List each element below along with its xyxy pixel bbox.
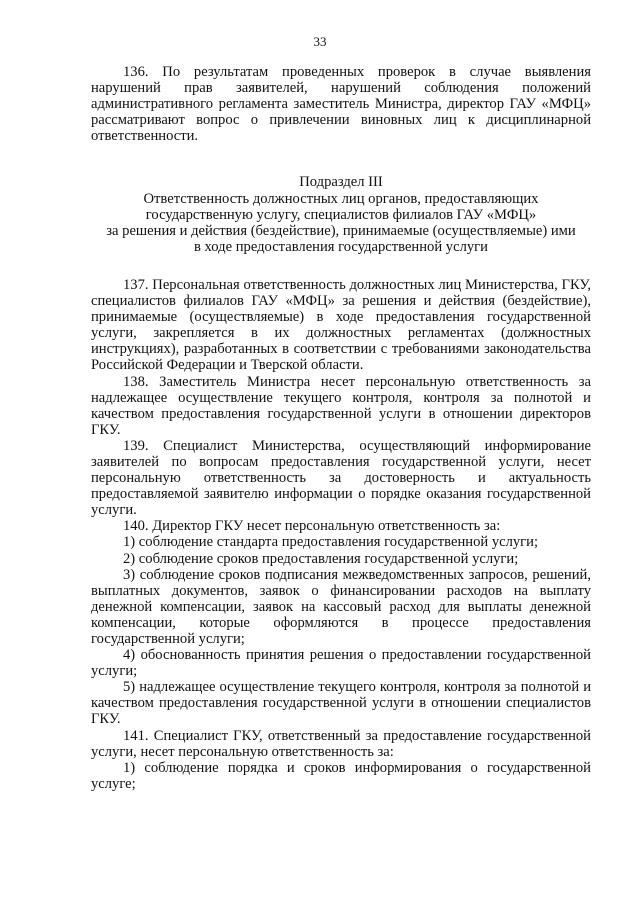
list-item-140-5: 5) надлежащее осуществление текущего контроля, контроля за полнотой и качеством предоставления государственной услуги в отношении специалистов ГКУ. [91,679,591,728]
list-item-141-1: 1) соблюдение порядка и сроков информирования о государственной услуге; [91,759,591,792]
paragraph-136: 136. По результатам проведенных проверок в случае выявления нарушений прав заявителей, нарушений соблюдения положений административного регламента заместитель Министра, директор ГАУ «МФЦ» рассматривают вопрос о привлечении виновных лиц к дисциплинарной ответственности. [91,64,591,145]
subsection-label: Подраздел III [299,174,383,191]
list-item-140-1: 1) соблюдение стандарта предоставления государственной услуги; [123,534,539,551]
list-item-140-3: 3) соблюдение сроков подписания межведомственных запросов, решений, выплатных документов, заявок о финансировании расходов на выплату денежной компенсации, заявок на кассовый расход для выплаты денежной компенсации, которые оформляются в процессе предоставления государственной услуги; [91,566,591,647]
subsection-title-line: за решения и действия (бездействие), принимаемые (осуществляемые) ими [106,222,576,239]
document-body [91,64,591,792]
subsection-title-line: Ответственность должностных лиц органов, предоставляющих [143,190,539,207]
paragraph-139: 139. Специалист Министерства, осуществляющий информирование заявителей по вопросам предоставления государственной услуги, несет персональную ответственность за достоверность и актуальность предоставляемой заявителю информации о порядке оказания государственной услуги. [91,437,591,519]
paragraph-137: 137. Персональная ответственность должностных лиц Министерства, ГКУ, специалистов филиалов ГАУ «МФЦ» за решения и действия (бездействие), принимаемые (осуществляемые) в ходе предоставления государственной услуги, закрепляется в их должностных регламентах (должностных инструкциях), разработанных в соответствии с требованиями законодательства Российской Федерации и Тверской области. [91,276,591,374]
subsection-title-line: в ходе предоставления государственной услуги [194,238,488,255]
paragraph-138: 138. Заместитель Министра несет персональную ответственность за надлежащее осуществление текущего контроля, контроля за полнотой и качеством предоставления государственной услуги в отношении директоров ГКУ. [91,373,591,438]
subsection-title-line: государственную услугу, специалистов филиалов ГАУ «МФЦ» [145,206,537,223]
list-item-140-2: 2) соблюдение сроков предоставления государственной услуги; [123,550,519,567]
list-item-140-4: 4) обоснованность принятия решения о предоставлении государственной услуги; [91,647,591,680]
paragraph-140: 140. Директор ГКУ несет персональную ответственность за: [123,518,501,535]
page-number: 33 [313,34,327,49]
paragraph-141: 141. Специалист ГКУ, ответственный за предоставление государственной услуги, несет персональную ответственность за: [91,727,591,760]
